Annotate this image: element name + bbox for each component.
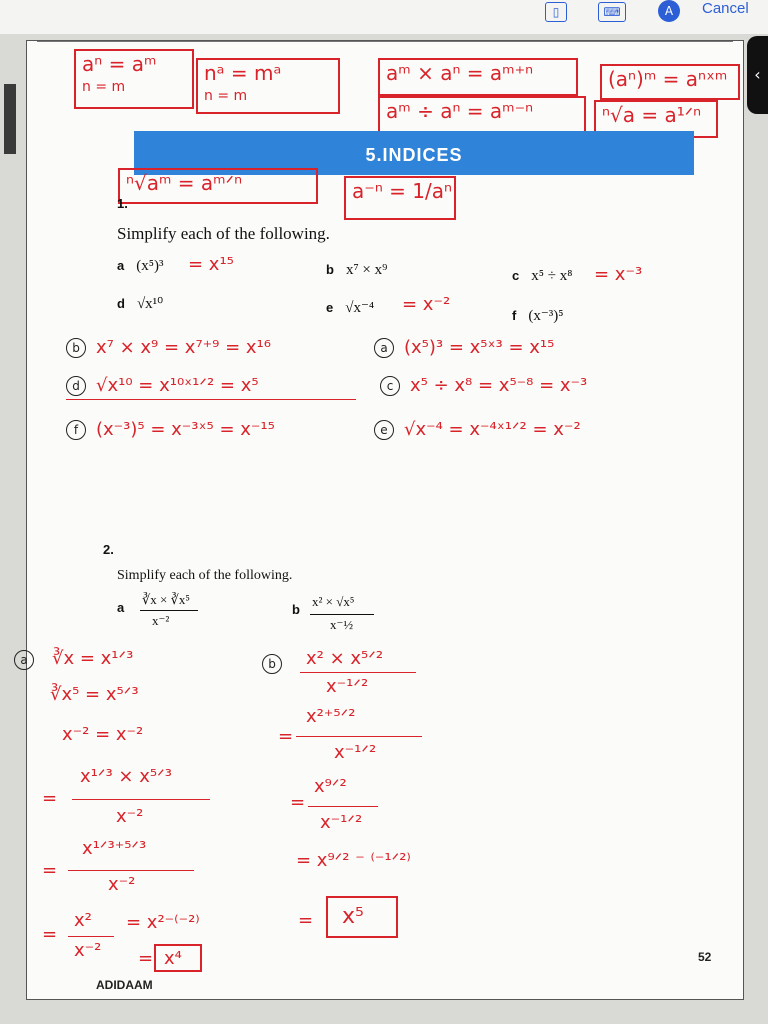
q1-work-d	[66, 376, 259, 396]
q1-work-c	[380, 376, 587, 396]
equals-sign: =	[290, 792, 306, 813]
q2-a-frac2-numerator: x¹ᐟ³⁺⁵ᐟ³	[82, 838, 147, 859]
q2-b-frac3-numerator: x⁹ᐟ²	[314, 776, 347, 797]
q2-a-step-3: x⁻² = x⁻²	[62, 724, 144, 745]
q2-a-frac3-denominator: x⁻²	[74, 940, 102, 961]
keyboard-icon[interactable]: ⌨	[598, 2, 626, 22]
left-edge-tab	[4, 84, 16, 154]
item-label: b	[292, 602, 300, 617]
rule-subtext: n = m	[82, 79, 126, 95]
answer-label-circle: b	[66, 338, 86, 358]
equals-sign: =	[42, 924, 58, 945]
answer-label-circle: f	[66, 420, 86, 440]
q2-b-frac2-bar	[296, 736, 422, 737]
q1-c-inline-answer: = x⁻³	[594, 264, 643, 285]
q1-a-inline-answer: = x¹⁵	[188, 254, 234, 275]
q1-item-f	[512, 306, 563, 325]
q2-a-frac1-numerator: x¹ᐟ³ × x⁵ᐟ³	[80, 766, 172, 787]
rule-box-quotient	[378, 96, 586, 134]
q1-item-b	[326, 262, 387, 279]
cancel-button[interactable]: Cancel	[702, 0, 749, 17]
rule-text: (aⁿ)ᵐ = aⁿˣᵐ	[608, 67, 728, 91]
rule-text: a⁻ⁿ = 1/aⁿ	[352, 179, 452, 203]
item-label: c	[512, 268, 520, 283]
q2-b-answer: x⁵	[342, 904, 364, 929]
rule-text: nᵃ = mᵃ	[204, 61, 282, 85]
question-1-instruction: Simplify each of the following.	[117, 224, 330, 243]
q2-b-frac1-bar	[300, 672, 416, 673]
q2-a-fraction-bar	[140, 610, 198, 611]
rule-box-negative-index	[344, 176, 456, 220]
work-text: (x⁵)³ = x⁵ˣ³ = x¹⁵	[404, 337, 555, 358]
q2-a-step-2: ∛x⁵ = x⁵ᐟ³	[50, 684, 139, 705]
q2-a-step-1: ∛x = x¹ᐟ³	[52, 648, 134, 669]
equals-sign: =	[278, 726, 294, 747]
q2-b-frac3-bar	[308, 806, 378, 807]
publisher-brand: ADIDAAM	[96, 978, 153, 992]
q1-work-f	[66, 420, 275, 440]
item-expression: √x⁻⁴	[345, 300, 375, 316]
q2-b-denominator: x⁻½	[330, 617, 354, 632]
account-icon[interactable]: A	[658, 0, 680, 22]
q2-a-frac1-denominator: x⁻²	[116, 806, 144, 827]
answer-label-circle: d	[66, 376, 86, 396]
rule-box-root-power	[118, 168, 318, 204]
rule-text: aⁿ = aᵐ	[82, 52, 157, 76]
bookmark-icon[interactable]: ▯	[545, 2, 567, 22]
work-text: x⁷ × x⁹ = x⁷⁺⁹ = x¹⁶	[96, 337, 271, 358]
q2-a-work-label	[14, 650, 44, 670]
q2-a-numerator: ∛x × ∛x⁵	[142, 592, 190, 607]
q2-a-answer: x⁴	[164, 948, 182, 969]
question-2-instruction: Simplify each of the following.	[117, 568, 293, 583]
side-panel-handle-icon[interactable]: ‹	[747, 36, 768, 114]
answer-label-circle: b	[262, 654, 282, 674]
rule-text: ⁿ√a = a¹ᐟⁿ	[602, 103, 702, 127]
item-label: f	[512, 308, 517, 323]
chapter-banner: 5.INDICES	[134, 131, 694, 175]
q1-item-a	[117, 258, 163, 275]
item-expression: (x⁵)³	[136, 258, 164, 274]
q1-work-a	[374, 338, 554, 358]
equals-sign: =	[298, 910, 314, 931]
q1-e-inline-answer: = x⁻²	[402, 294, 451, 315]
rule-box-equal-bases	[196, 58, 340, 114]
q2-a-frac1-bar	[72, 799, 210, 800]
rule-subtext: n = m	[204, 88, 248, 104]
equals-sign: =	[42, 860, 58, 881]
item-label: a	[117, 600, 125, 615]
q2-a-frac3-bar	[68, 936, 114, 937]
q2-b-step-4: = x⁹ᐟ² ⁻ ⁽⁻¹ᐟ²⁾	[296, 850, 411, 871]
item-label: e	[326, 300, 334, 315]
q1-item-d	[117, 294, 163, 313]
work-text: (x⁻³)⁵ = x⁻³ˣ⁵ = x⁻¹⁵	[96, 419, 275, 440]
item-label: b	[326, 262, 334, 277]
q2-b-answer-box	[326, 896, 398, 938]
q2-b-frac3-denominator: x⁻¹ᐟ²	[320, 812, 363, 833]
equals-sign: =	[42, 788, 58, 809]
question-number-1: 1.	[117, 196, 128, 211]
page-number: 52	[698, 950, 712, 964]
item-expression: (x⁻³)⁵	[528, 308, 564, 324]
rule-text: aᵐ × aⁿ = aᵐ⁺ⁿ	[386, 61, 534, 85]
q2-a-frac2-denominator: x⁻²	[108, 874, 136, 895]
item-label: d	[117, 296, 125, 311]
answer-label-circle: c	[380, 376, 400, 396]
q2-b-fraction-bar	[310, 614, 374, 615]
rule-text: aᵐ ÷ aⁿ = aᵐ⁻ⁿ	[386, 99, 534, 123]
top-toolbar	[0, 0, 768, 34]
q2-b-numerator: x² × √x⁵	[312, 594, 355, 609]
item-expression: x⁷ × x⁹	[345, 262, 388, 278]
q2-b-frac2-denominator: x⁻¹ᐟ²	[334, 742, 377, 763]
q2-b-frac2-numerator: x²⁺⁵ᐟ²	[306, 706, 356, 727]
q2-a-denominator: x⁻²	[152, 613, 170, 628]
q2-b-frac1-numerator: x² × x⁵ᐟ²	[306, 648, 384, 669]
q1-work-b	[66, 338, 271, 358]
answer-label-circle: a	[14, 650, 34, 670]
item-label: a	[117, 258, 125, 273]
work-text: √x¹⁰ = x¹⁰ˣ¹ᐟ² = x⁵	[96, 375, 259, 396]
page-top-rule	[37, 41, 733, 42]
q1-item-e	[326, 298, 374, 317]
q2-a-answer-box	[154, 944, 202, 972]
q2-item-b-label	[292, 602, 312, 619]
q2-a-frac3-numerator: x²	[74, 910, 92, 931]
work-text: √x⁻⁴ = x⁻⁴ˣ¹ᐟ² = x⁻²	[404, 419, 581, 440]
work-underline	[66, 399, 356, 400]
q2-item-a-label	[117, 600, 136, 617]
item-expression: √x¹⁰	[136, 296, 164, 312]
question-number-2: 2.	[103, 542, 114, 557]
rule-text: ⁿ√aᵐ = aᵐᐟⁿ	[126, 171, 243, 195]
q1-item-c	[512, 268, 572, 285]
q2-b-frac1-denominator: x⁻¹ᐟ²	[326, 676, 369, 697]
q2-a-frac2-bar	[68, 870, 194, 871]
rule-box-power-of-power	[600, 64, 740, 100]
answer-label-circle: e	[374, 420, 394, 440]
equals-sign: =	[138, 948, 154, 969]
rule-box-equal-powers	[74, 49, 194, 109]
answer-label-circle: a	[374, 338, 394, 358]
q2-a-frac3-rhs: = x²⁻⁽⁻²⁾	[126, 912, 200, 933]
work-text: x⁵ ÷ x⁸ = x⁵⁻⁸ = x⁻³	[410, 375, 588, 396]
q2-b-work-label	[262, 654, 292, 674]
q1-work-e	[374, 420, 581, 440]
item-expression: x⁵ ÷ x⁸	[531, 268, 573, 284]
rule-box-product	[378, 58, 578, 96]
